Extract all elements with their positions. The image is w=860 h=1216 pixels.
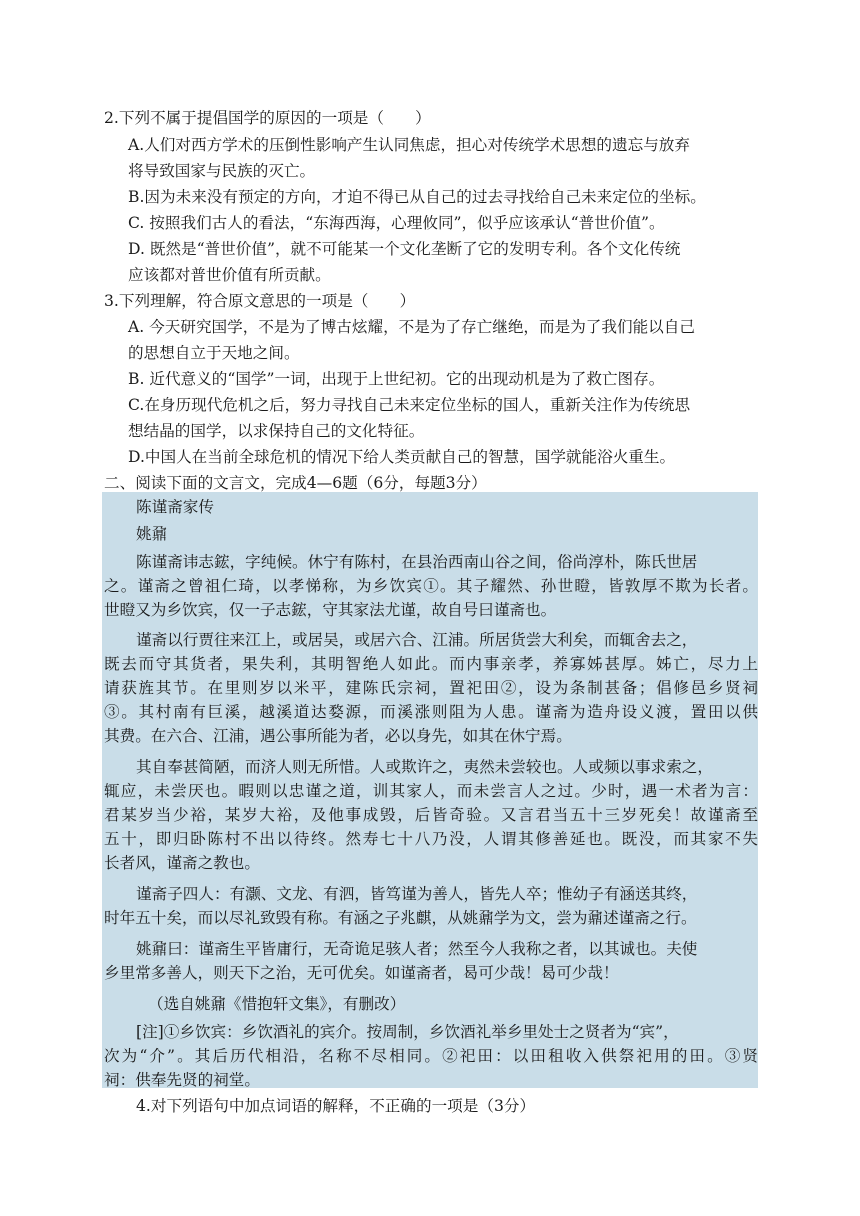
q3-stem: 3.下列理解，符合原文意思的一项是（ ） [104, 292, 416, 310]
passage-p4-line1: 谨斋子四人：有灏、文龙、有泗，皆笃谨为善人，皆先人卒；惟幼子有涵送其终， [136, 885, 698, 903]
passage-p2-line5: 其费。在六合、江浦，遇公事所能为者，必以身先，如其在休宁焉。 [104, 727, 572, 745]
passage-p3-line3: 君某岁当少裕，某岁大裕，及他事成毁，后皆奇验。又言君当五十三岁死矣！故谨斋至 [104, 806, 758, 824]
q3-option-b: B. 近代意义的“国学”一词，出现于上世纪初。它的出现动机是为了救亡图存。 [128, 370, 665, 388]
passage-p4-line2: 时年五十矣，而以尽礼致毁有称。有涵之子兆麒，从姚鼐学为文，尝为鼐述谨斋之行。 [104, 909, 697, 927]
passage-p2-line1: 谨斋以行贾往来江上，或居吴，或居六合、江浦。所居货尝大利矣，而辄舍去之， [136, 631, 698, 649]
q2-option-b: B.因为未来没有预定的方向，才迫不得已从自己的过去寻找给自己未来定位的坐标。 [128, 188, 706, 206]
section2-heading: 二、阅读下面的文言文，完成4—6题（6分，每题3分） [104, 474, 487, 492]
passage-source: （选自姚鼐《惜抱轩文集》，有删改） [148, 995, 406, 1013]
passage-p2-line2: 既去而守其货者，果失利，其明智绝人如此。而内事亲孝，养寡姊甚厚。姊亡，尽力上 [104, 655, 758, 673]
passage-note-line3: 祠：供奉先贤的祠堂。 [104, 1071, 260, 1089]
passage-p1-line2: 之。谨斋之曾祖仁琦，以孝悌称，为乡饮宾①。其子耀然、孙世瞪，皆敦厚不欺为长者。 [104, 577, 758, 595]
q3-option-c-line2: 想结晶的国学，以求保持自己的文化特征。 [128, 422, 425, 440]
passage-p2-line3: 请获旌其节。在里则岁以米平，建陈氏宗祠，置祀田②，设为条制甚备；倡修邑乡贤祠 [104, 679, 758, 697]
q3-option-d: D.中国人在当前全球危机的情况下给人类贡献自己的智慧，国学就能浴火重生。 [128, 448, 676, 466]
passage-p3-line5: 长者风，谨斋之教也。 [104, 854, 260, 872]
q2-option-a-line2: 将导致国家与民族的灭亡。 [128, 162, 316, 180]
q3-option-a-line2: 的思想自立于天地之间。 [128, 344, 300, 362]
passage-p1-line3: 世瞪又为乡饮宾，仅一子志鋐，守其家法尤谨，故自号曰谨斋也。 [104, 601, 557, 619]
passage-note-line1: [注]①乡饮宾：乡饮酒礼的宾介。按周制，乡饮酒礼举乡里处士之贤者为“宾”， [136, 1023, 679, 1041]
passage-note-line2: 次为“介”。其后历代相沿，名称不尽相同。②祀田：以田租收入供祭祀用的田。③贤 [104, 1047, 758, 1065]
q2-option-c: C. 按照我们古人的看法，“东海西海，心理攸同”，似乎应该承认“普世价值”。 [128, 214, 665, 232]
q3-option-c-line1: C.在身历现代危机之后，努力寻找自己未来定位坐标的国人，重新关注作为传统思 [128, 396, 691, 414]
passage-p5-line1: 姚鼐曰：谨斋生平皆庸行，无奇诡足骇人者；然至今人我称之者，以其诚也。夫使 [136, 940, 698, 958]
passage-p3-line4: 五十，即归卧陈村不出以待终。然寿七十八乃没，人谓其修善延也。既没，而其家不失 [104, 830, 758, 848]
q2-option-d-line2: 应该都对普世价值有所贡献。 [128, 266, 331, 284]
passage-title: 陈谨斋家传 [136, 498, 214, 516]
q4-stem: 4.对下列语句中加点词语的解释，不正确的一项是（3分） [136, 1097, 536, 1115]
passage-p1-line1: 陈谨斋讳志鋐，字纯候。休宁有陈村，在县治西南山谷之间，俗尚淳朴，陈氏世居 [136, 553, 698, 571]
passage-author: 姚鼐 [136, 525, 168, 543]
passage-p2-line4: ③。其村南有巨溪，越溪道达婺源，而溪涨则阻为人患。谨斋为造舟设义渡，置田以供 [104, 703, 758, 721]
passage-p5-line2: 乡里常多善人，则天下之治，无可优矣。如谨斋者，曷可少哉！曷可少哉！ [104, 964, 619, 982]
passage-p3-line1: 其自奉甚简陋，而济人则无所惜。人或欺许之，夷然未尝较也。人或频以事求索之， [136, 758, 713, 776]
passage-p3-line2: 辄应，未尝厌也。暇则以忠谨之道，训其家人，而未尝言人之过。少时，遇一术者为言： [104, 782, 758, 800]
q3-option-a-line1: A. 今天研究国学，不是为了博古炫耀，不是为了存亡继绝，而是为了我们能以自己 [128, 318, 695, 336]
q2-option-d-line1: D. 既然是“普世价值”，就不可能某一个文化垄断了它的发明专利。各个文化传统 [128, 240, 681, 258]
q2-option-a-line1: A.人们对西方学术的压倒性影响产生认同焦虑，担心对传统学术思想的遗忘与放弃 [128, 136, 690, 154]
q2-stem: 2.下列不属于提倡国学的原因的一项是（ ） [104, 109, 431, 127]
